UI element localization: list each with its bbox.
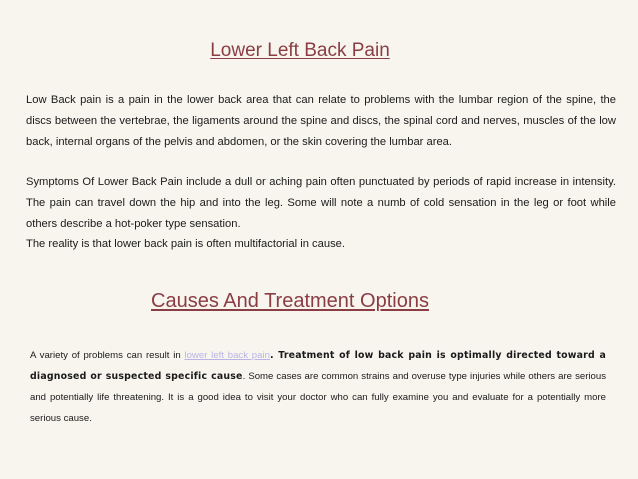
causes-paragraph (30, 345, 606, 429)
causes-text-intro: A variety of problems can result in (30, 350, 185, 361)
treatment-bold-text: . Treatment of low back pain is optimally directed toward a diagnosed or suspected specific cause (30, 350, 607, 382)
intro-paragraph: Low Back pain is a pain in the lower back area that can relate to problems with the lumbar region of the spine, the discs between the vertebrae, the ligaments around the spine and discs, the spinal cord and nerves, muscles of the low back, internal organs of the pelvis and abdomen, or the skin covering the lumbar area. (26, 94, 616, 148)
causes-heading: Causes And Treatment Options (151, 290, 429, 312)
page-title: Lower Left Back Pain (210, 40, 390, 61)
lower-left-back-pain-link[interactable]: lower left back pain (184, 350, 270, 361)
causes-text-rest: . Some cases are common strains and overuse type injuries while others are serious and potentially life threatening. It is a good idea to visit your doctor who can fully examine you and evaluate for a potentially more serious cause. (30, 371, 606, 424)
symptoms-paragraph: Symptoms Of Lower Back Pain include a dull or aching pain often punctuated by periods of rapid increase in intensity. The pain can travel down the hip and into the leg. Some will note a numb of cold sensation in the leg or foot while others describe a hot-poker type sensation. (26, 176, 616, 230)
reality-paragraph: The reality is that lower back pain is often multifactorial in cause. (26, 238, 345, 250)
